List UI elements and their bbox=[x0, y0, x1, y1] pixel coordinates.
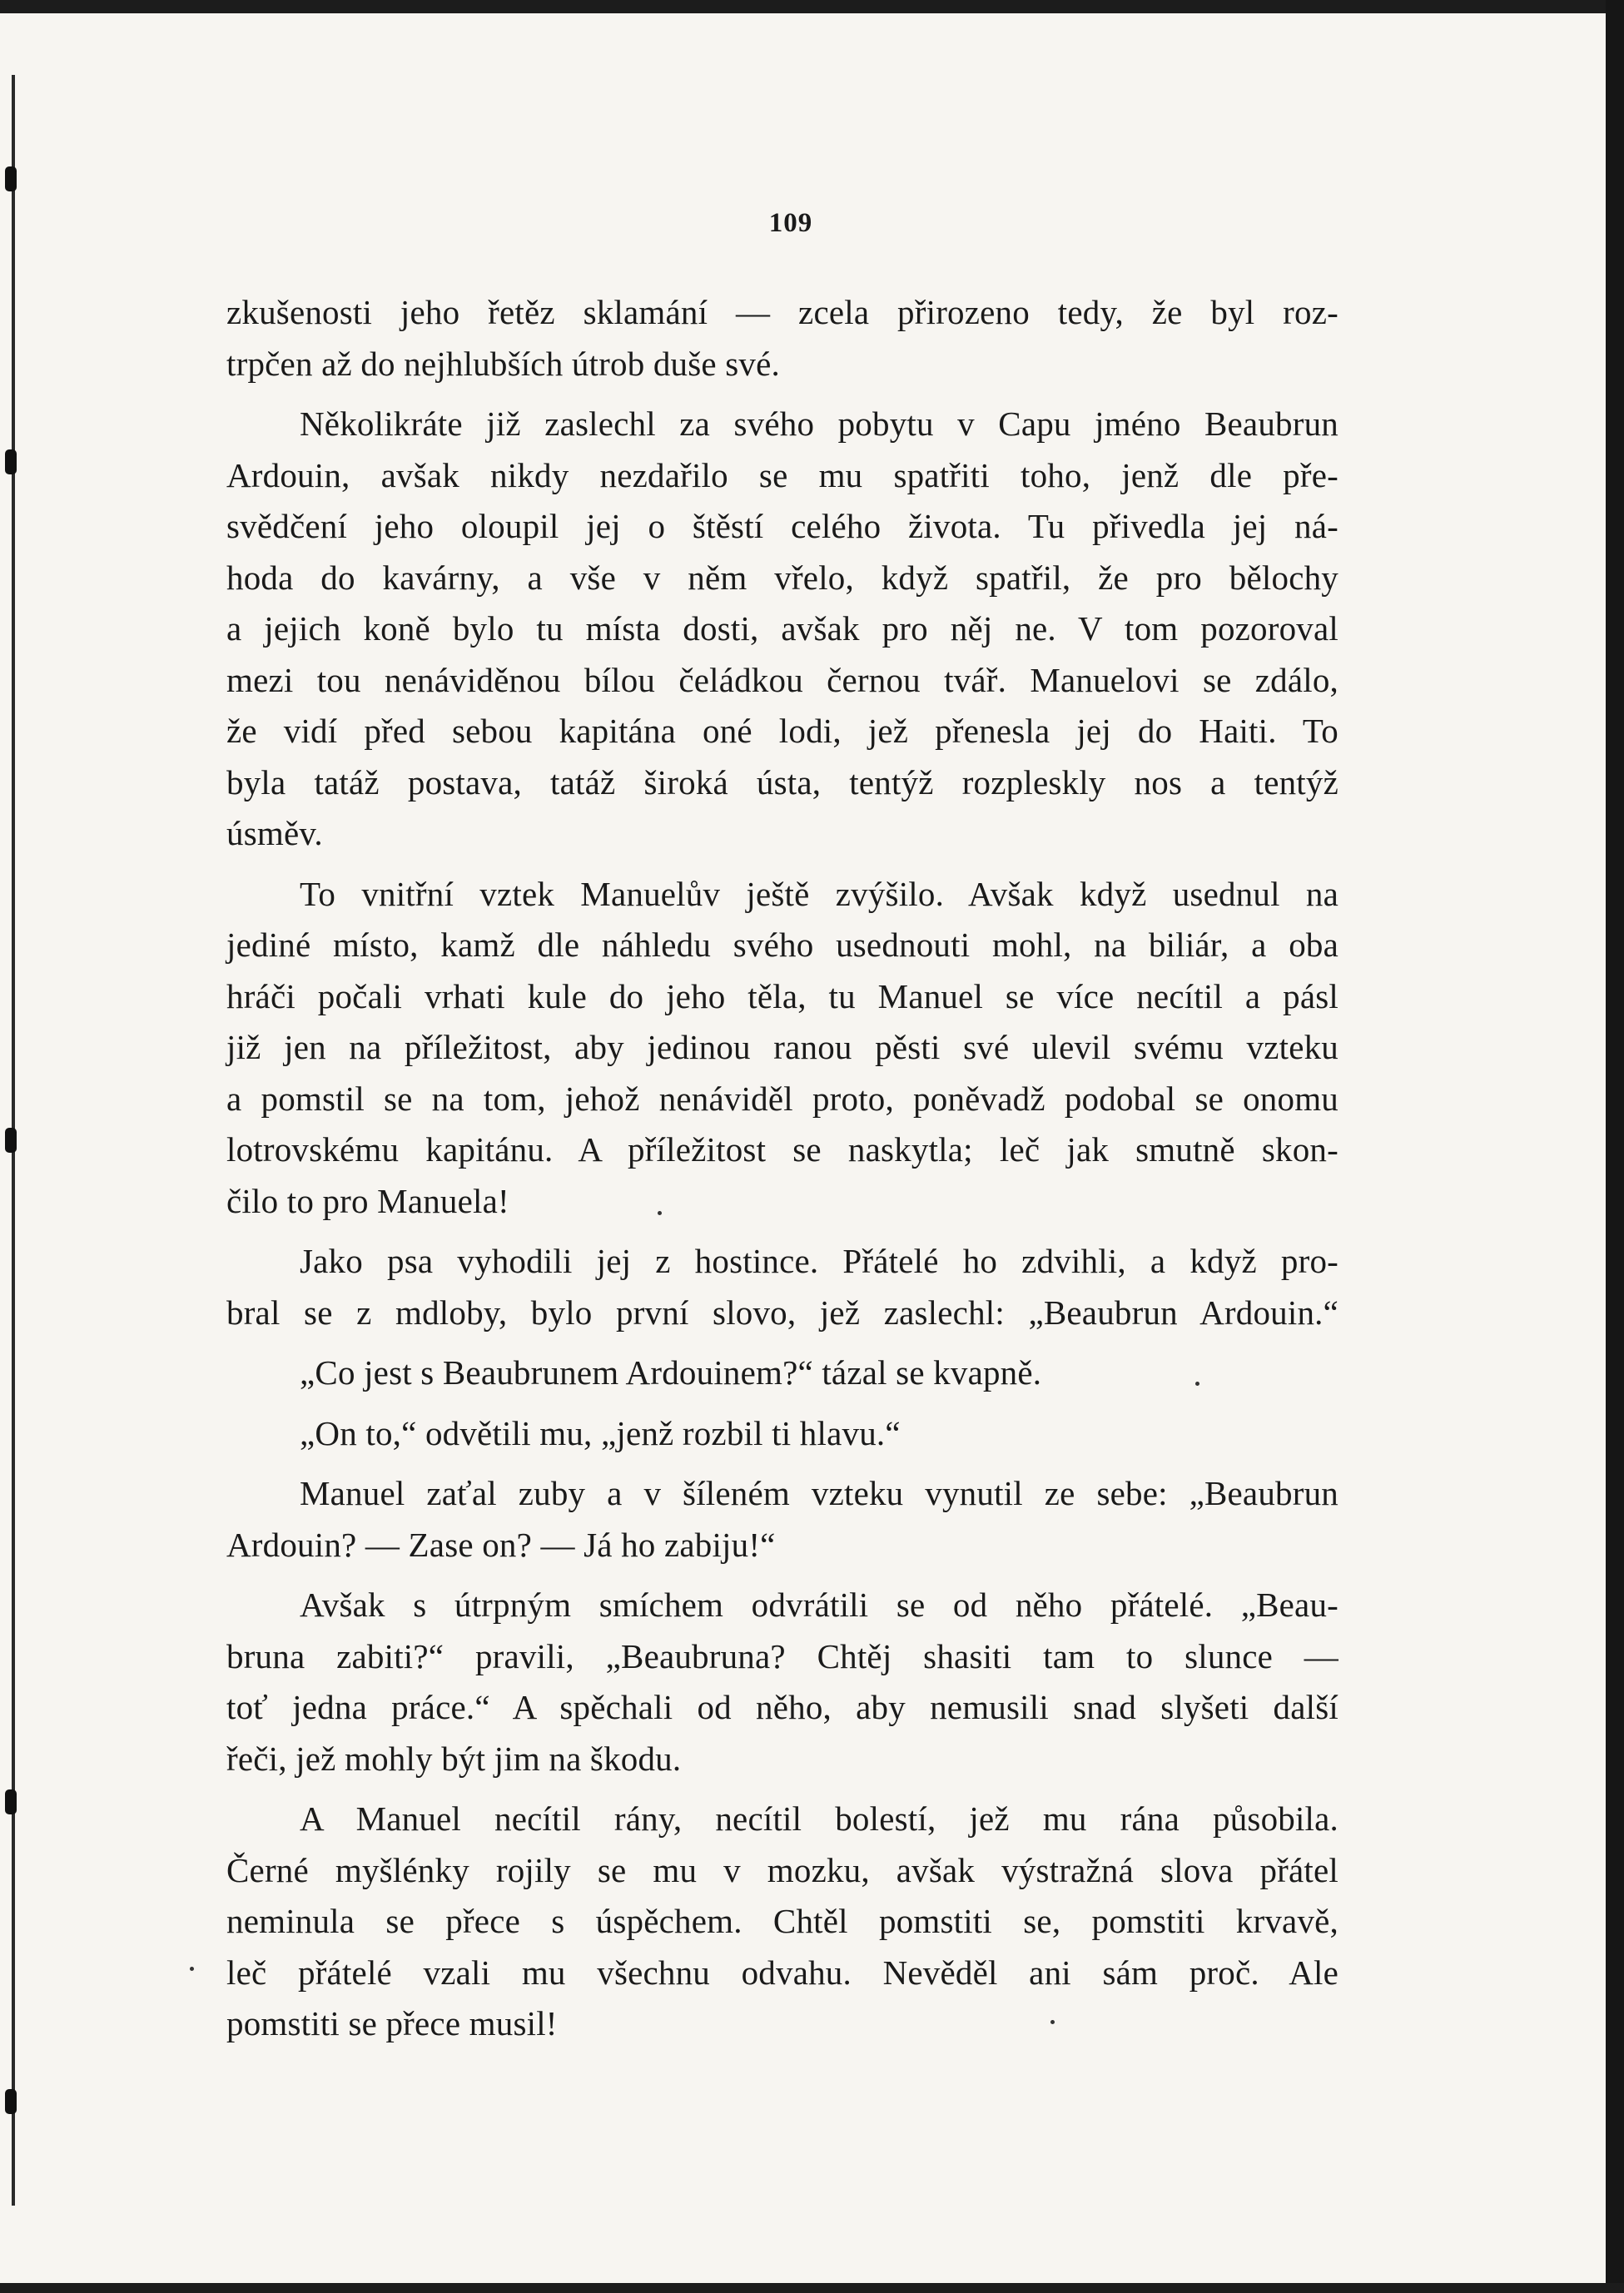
paragraph bbox=[226, 1468, 1338, 1571]
binding-mark bbox=[5, 1128, 17, 1153]
binding-mark bbox=[5, 2089, 17, 2114]
text-line: Ardouin? — Zase on? — Já ho zabiju!“ bbox=[226, 1525, 776, 1564]
text-line: mezi tou nenáviděnou bílou čeládkou černou tvář. Manuelovi se zdálo, bbox=[226, 660, 1338, 699]
binding-mark bbox=[5, 166, 17, 191]
paragraph bbox=[226, 1408, 1338, 1460]
text-line: „On to,“ odvětili mu, „jenž rozbil ti hlavu.“ bbox=[300, 1413, 901, 1452]
text-line: To vnitřní vztek Manuelův ještě zvýšilo. Avšak když usednul na bbox=[300, 874, 1338, 913]
scan-top-edge bbox=[0, 0, 1624, 13]
paragraph bbox=[226, 1348, 1338, 1399]
text-line: Manuel zaťal zuby a v šíleném vzteku vynutil ze sebe: „Beaubrun bbox=[300, 1474, 1338, 1512]
scan-right-edge bbox=[1606, 0, 1624, 2293]
print-speck bbox=[658, 1211, 662, 1215]
print-speck bbox=[190, 1967, 194, 1971]
text-line: Černé myšlénky rojily se mu v mozku, avšak výstražná slova přátel bbox=[226, 1850, 1338, 1889]
text-line: hráči počali vrhati kule do jeho těla, tu Manuel se více necítil a pásl bbox=[226, 976, 1338, 1015]
text-line: hoda do kavárny, a vše v něm vřelo, když spatřil, že pro bělochy bbox=[226, 558, 1338, 597]
print-speck bbox=[1050, 2020, 1055, 2024]
paragraph bbox=[226, 1794, 1338, 2050]
text-line: toť jedna práce.“ A spěchali od něho, aby nemusili snad slyšeti další bbox=[226, 1688, 1338, 1726]
text-line: svědčení jeho oloupil jej o štěstí celého života. Tu přivedla jej ná- bbox=[226, 507, 1338, 545]
page-body-text bbox=[226, 287, 1338, 2059]
text-line: úsměv. bbox=[226, 814, 323, 852]
text-line: zkušenosti jeho řetěz sklamání — zcela přirozeno tedy, že byl roz- bbox=[226, 293, 1338, 331]
text-line: pomstiti se přece musil! bbox=[226, 2004, 558, 2042]
binding-mark bbox=[5, 449, 17, 474]
paragraph bbox=[226, 869, 1338, 1228]
text-line: a pomstil se na tom, jehož nenáviděl proto, poněvadž podobal se onomu bbox=[226, 1079, 1338, 1118]
text-line: A Manuel necítil rány, necítil bolestí, jež mu rána působila. bbox=[300, 1799, 1338, 1838]
text-line: čilo to pro Manuela! bbox=[226, 1181, 509, 1220]
text-line: leč přátelé vzali mu všechnu odvahu. Nevěděl ani sám proč. Ale bbox=[226, 1953, 1338, 1992]
text-line: že vidí před sebou kapitána oné lodi, jež přenesla jej do Haiti. To bbox=[226, 712, 1338, 750]
text-line: řeči, jež mohly být jim na škodu. bbox=[226, 1739, 682, 1778]
text-line: neminula se přece s úspěchem. Chtěl pomstiti se, pomstiti krvavě, bbox=[226, 1902, 1338, 1940]
text-line: bral se z mdloby, bylo první slovo, jež zaslechl: „Beaubrun Ardouin.“ bbox=[226, 1293, 1338, 1332]
paragraph bbox=[226, 1580, 1338, 1784]
text-line: jediné místo, kamž dle náhledu svého usednouti mohl, na biliár, a oba bbox=[226, 926, 1338, 964]
scan-bottom-edge bbox=[0, 2283, 1624, 2293]
text-line: lotrovskému kapitánu. A příležitost se naskytla; leč jak smutně skon- bbox=[226, 1130, 1338, 1169]
text-line: byla tatáž postava, tatáž široká ústa, tentýž rozpleskly nos a tentýž bbox=[226, 762, 1338, 802]
page-number: 109 bbox=[768, 208, 813, 238]
paragraph bbox=[226, 1236, 1338, 1338]
paragraph bbox=[226, 399, 1338, 860]
print-speck bbox=[1195, 1382, 1199, 1386]
binding-mark bbox=[5, 1789, 17, 1814]
text-line: bruna zabiti?“ pravili, „Beaubruna? Chtěj shasiti tam to slunce — bbox=[226, 1636, 1338, 1675]
text-line: Jako psa vyhodili jej z hostince. Přátelé ho zdvihli, a když pro- bbox=[300, 1242, 1338, 1280]
page-binding-edge bbox=[12, 75, 15, 2206]
text-line: Ardouin, avšak nikdy nezdařilo se mu spatřiti toho, jenž dle pře- bbox=[226, 455, 1338, 494]
text-line: již jen na příležitost, aby jedinou ranou pěsti své ulevil svému vzteku bbox=[226, 1028, 1338, 1066]
text-line: a jejich koně bylo tu místa dosti, avšak pro něj ne. V tom pozoroval bbox=[226, 609, 1338, 648]
text-line: Avšak s útrpným smíchem odvrátili se od něho přátelé. „Beau- bbox=[300, 1586, 1338, 1624]
paragraph bbox=[226, 287, 1338, 390]
text-line: „Co jest s Beaubrunem Ardouinem?“ tázal se kvapně. bbox=[300, 1353, 1042, 1392]
text-line: trpčen až do nejhlubších útrob duše své. bbox=[226, 344, 780, 383]
text-line: Několikráte již zaslechl za svého pobytu v Capu jméno Beaubrun bbox=[300, 405, 1338, 443]
